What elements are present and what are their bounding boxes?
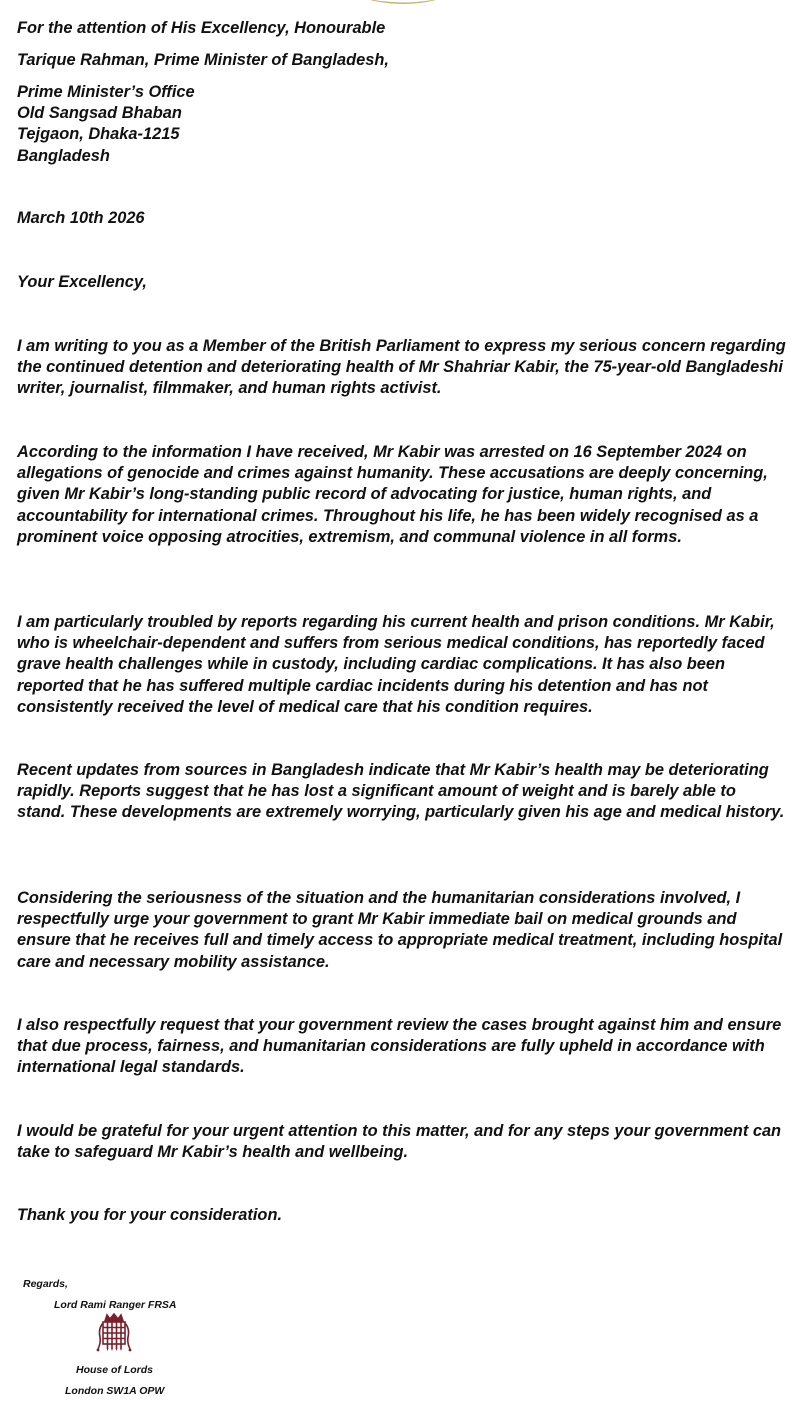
attention-line-1: For the attention of His Excellency, Honourable xyxy=(17,19,386,37)
address-line: Prime Minister’s Office xyxy=(17,83,195,101)
signoff-regards: Regards, xyxy=(23,1278,68,1290)
paragraph: I would be grateful for your urgent attention to this matter, and for any steps your government can take to safeguard Mr Kabir’s health and wellbeing. xyxy=(17,1122,782,1162)
paragraph: I am writing to you as a Member of the British Parliament to express my serious concern regarding the continued detention and deteriorating health of Mr Shahriar Kabir, the 75-year-old Bangladeshi writer, journalist, filmmaker, and human rights activist. xyxy=(17,337,786,398)
signatory-name: Lord Rami Ranger FRSA xyxy=(54,1299,177,1311)
salutation: Your Excellency, xyxy=(17,273,147,291)
paragraph: I am particularly troubled by reports regarding his current health and prison conditions. Mr Kabir, who is wheelchair-dependent and suffers from serious medical conditions, has reportedly faced grave health challenges while in custody, including cardiac complications. It has also been reported that he has suffered multiple cardiac incidents during his detention and has not consistently received the level of medical care that his condition requires. xyxy=(17,613,775,716)
letter-date: March 10th 2026 xyxy=(17,209,145,227)
portcullis-icon xyxy=(96,1313,132,1353)
paragraph: According to the information I have received, Mr Kabir was arrested on 16 September 2024 on allegations of genocide and crimes against humanity. These accusations are deeply concerning, given Mr Kabir’s long-standing public record of advocating for justice, human rights, and accountability for international crimes. Throughout his life, he has been widely recognised as a prominent voice opposing atrocities, extremism, and communal violence in all forms. xyxy=(17,443,768,546)
closing-line: Thank you for your consideration. xyxy=(17,1206,283,1224)
attention-line-2: Tarique Rahman, Prime Minister of Bangladesh, xyxy=(17,51,389,69)
paragraph: Recent updates from sources in Bangladesh indicate that Mr Kabir’s health may be deteriorating rapidly. Reports suggest that he has lost a significant amount of weight and is barely able to stand. These developments are extremely worrying, particularly given his age and medical history. xyxy=(17,761,785,822)
paragraph: I also respectfully request that your government review the cases brought against him and ensure that due process, fairness, and humanitarian considerations are fully upheld in accordance with international legal standards. xyxy=(17,1016,782,1077)
signatory-address: London SW1A OPW xyxy=(65,1385,165,1397)
letterhead-crest-fragment xyxy=(366,0,440,5)
paragraph: Considering the seriousness of the situation and the humanitarian considerations involved, I respectfully urge your government to grant Mr Kabir immediate bail on medical grounds and ensure that he receives full and timely access to appropriate medical treatment, including hospital care and necessary mobility assistance. xyxy=(17,889,783,971)
address-line: Bangladesh xyxy=(17,146,110,165)
address-line: Old Sangsad Bhaban xyxy=(17,104,182,123)
recipient-address xyxy=(17,82,195,167)
signatory-institution: House of Lords xyxy=(76,1364,154,1376)
address-line: Tejgaon, Dhaka-1215 xyxy=(17,125,180,144)
